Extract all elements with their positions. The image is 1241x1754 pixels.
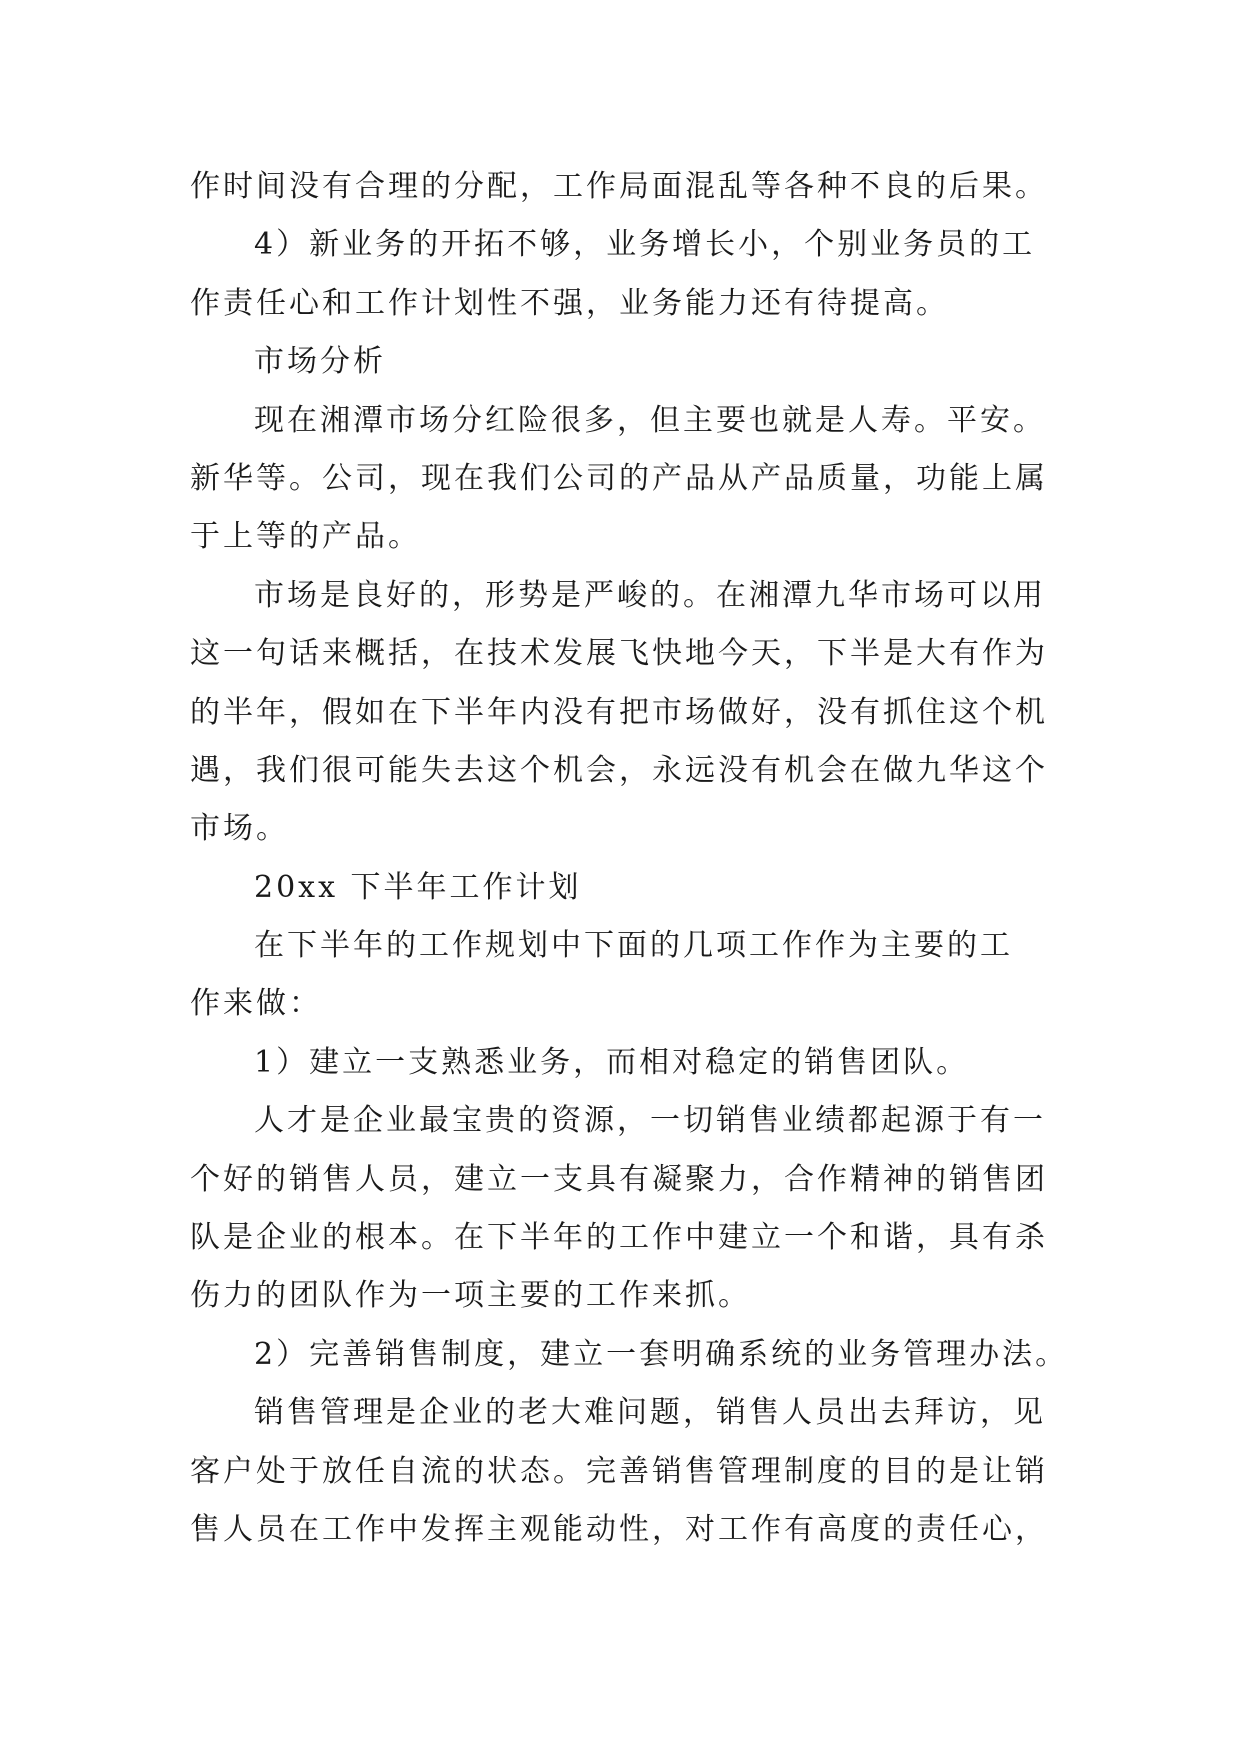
- text-line: 1）建立一支熟悉业务，而相对稳定的销售团队。: [254, 1044, 970, 1080]
- text-line: 市场。: [190, 811, 289, 847]
- text-line: 在下半年的工作规划中下面的几项工作作为主要的工: [254, 928, 1013, 964]
- document-body: [190, 158, 1070, 1559]
- section-heading: 20xx 下半年工作计划: [254, 869, 582, 905]
- text-line: 客户处于放任自流的状态。完善销售管理制度的目的是让销: [190, 1453, 1048, 1489]
- text-line: 遇，我们很可能失去这个机会，永远没有机会在做九华这个: [190, 752, 1048, 788]
- text-line: 新华等。公司，现在我们公司的产品从产品质量，功能上属: [190, 460, 1048, 496]
- text-line: 作时间没有合理的分配，工作局面混乱等各种不良的后果。: [190, 169, 1048, 204]
- text-line: 这一句话来概括，在技术发展飞快地今天，下半是大有作为: [190, 636, 1048, 672]
- text-line: 销售管理是企业的老大难问题，销售人员出去拜访，见: [254, 1395, 1046, 1431]
- text-line: 2）完善销售制度，建立一套明确系统的业务管理办法。: [254, 1336, 1069, 1372]
- text-line: 队是企业的根本。在下半年的工作中建立一个和谐，具有杀: [190, 1220, 1048, 1256]
- text-line: 个好的销售人员，建立一支具有凝聚力，合作精神的销售团: [190, 1161, 1048, 1197]
- text-line: 人才是企业最宝贵的资源，一切销售业绩都起源于有一: [254, 1103, 1046, 1139]
- text-line: 作责任心和工作计划性不强，业务能力还有待提高。: [190, 285, 949, 321]
- section-heading: 市场分析: [254, 344, 386, 380]
- text-line: 4）新业务的开拓不够，业务增长小，个别业务员的工: [254, 227, 1036, 263]
- text-line: 售人员在工作中发挥主观能动性，对工作有高度的责任心，: [190, 1511, 1048, 1547]
- text-line: 于上等的产品。: [190, 519, 421, 555]
- text-line: 作来做：: [190, 986, 322, 1022]
- text-line: 伤力的团队作为一项主要的工作来抓。: [190, 1278, 751, 1314]
- text-line: 的半年，假如在下半年内没有把市场做好，没有抓住这个机: [190, 694, 1048, 730]
- text-line: 现在湘潭市场分红险很多，但主要也就是人寿。平安。: [254, 402, 1046, 438]
- text-line: 市场是良好的，形势是严峻的。在湘潭九华市场可以用: [254, 577, 1046, 613]
